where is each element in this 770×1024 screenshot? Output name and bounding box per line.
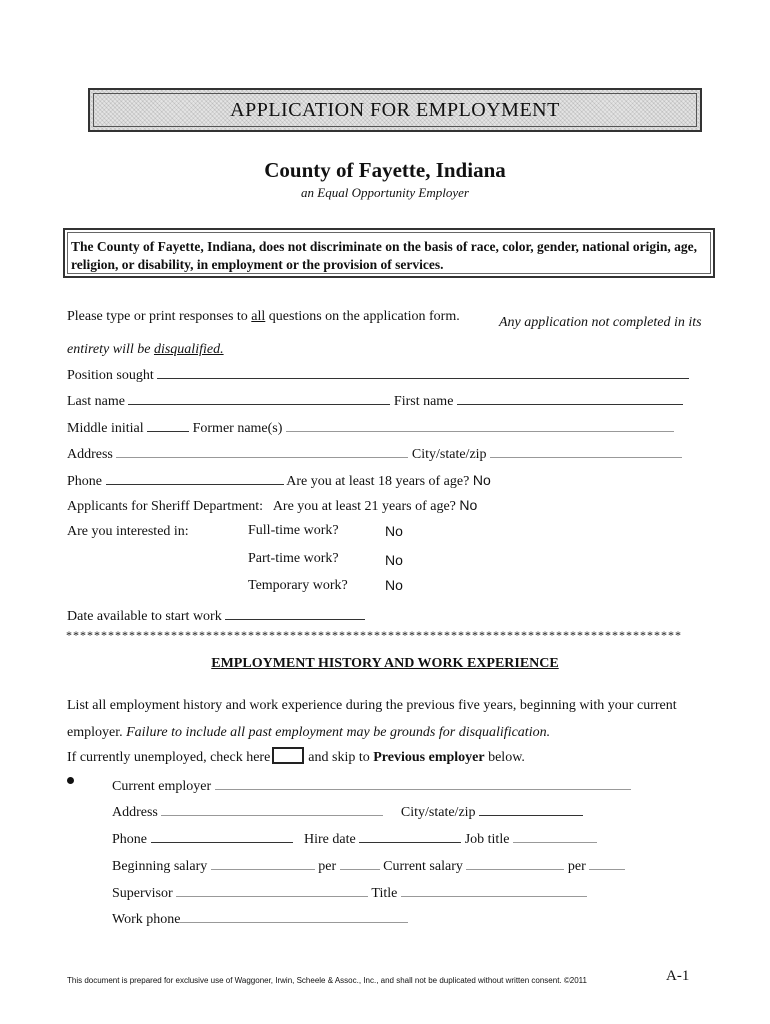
parttime-question: Part-time work? <box>248 551 339 566</box>
current-salary-per-label: per <box>567 859 586 874</box>
equal-opportunity-tagline: an Equal Opportunity Employer <box>301 185 469 200</box>
fulltime-answer[interactable]: No <box>385 523 403 539</box>
employment-intro-italic: Failure to include all past employment may be grounds for disqualification. <box>126 725 551 740</box>
title-banner <box>88 88 702 132</box>
name-row <box>67 390 683 410</box>
current-salary-per-input[interactable] <box>589 855 625 870</box>
instructions-part1: Please type or print responses to <box>67 309 252 324</box>
hire-date-input[interactable] <box>359 828 461 843</box>
section-separator: **************************************************************************************** <box>66 628 682 642</box>
unemployed-label: If currently unemployed, check here <box>67 750 271 765</box>
date-available-row <box>67 605 365 625</box>
county-name: County of Fayette, Indiana <box>264 158 506 182</box>
temporary-answer[interactable]: No <box>385 577 403 593</box>
supervisor-title-label: Title <box>371 886 398 901</box>
city-state-zip-input[interactable] <box>490 443 682 458</box>
age21-answer[interactable]: No <box>459 497 478 513</box>
current-employer-row <box>112 775 631 795</box>
employer-phone-label: Phone <box>112 832 147 847</box>
position-sought-label: Position sought <box>67 368 154 383</box>
parttime-answer[interactable]: No <box>385 552 403 568</box>
temporary-question: Temporary work? <box>248 578 348 593</box>
work-phone-row <box>112 908 408 928</box>
instructions-italic: Any application not completed in its entirety will be <box>67 315 702 357</box>
employer-city-state-zip-input[interactable] <box>479 801 583 816</box>
instructions-part2: questions on the application form. <box>265 309 460 324</box>
sheriff-row <box>67 497 477 515</box>
instructions-disqualified: disqualified. <box>153 342 224 357</box>
former-names-input[interactable] <box>286 417 674 432</box>
middle-initial-label: Middle initial <box>67 421 144 436</box>
job-title-label: Job title <box>464 832 510 847</box>
hire-date-label: Hire date <box>304 832 356 847</box>
supervisor-input[interactable] <box>176 882 368 897</box>
address-row <box>67 443 682 463</box>
page-number: A-1 <box>666 968 690 984</box>
form-title: APPLICATION FOR EMPLOYMENT <box>230 99 560 121</box>
supervisor-title-input[interactable] <box>401 882 587 897</box>
age21-question: Are you at least 21 years of age? <box>272 499 456 514</box>
interested-in-label: Are you interested in: <box>67 524 189 539</box>
employment-intro <box>67 692 703 746</box>
unemployed-checkbox[interactable] <box>272 747 304 764</box>
salary-row <box>112 855 625 875</box>
employment-intro-text: List all employment history and work experience during the previous five years, beginning with your current employer. <box>67 698 677 740</box>
employer-address-label: Address <box>112 805 158 820</box>
employer-address-input[interactable] <box>161 801 383 816</box>
sheriff-label: Applicants for Sheriff Department: <box>67 499 264 514</box>
phone-input[interactable] <box>106 470 284 485</box>
current-salary-label: Current salary <box>383 859 463 874</box>
skip-to-label: and skip to <box>308 750 374 765</box>
work-phone-label: Work phone <box>112 912 181 927</box>
position-sought-input[interactable] <box>157 364 689 379</box>
current-employer-input[interactable] <box>215 775 631 790</box>
date-available-label: Date available to start work <box>67 609 222 624</box>
employer-phone-row <box>112 828 597 848</box>
phone-age-row <box>67 470 491 490</box>
beginning-salary-input[interactable] <box>211 855 315 870</box>
job-title-input[interactable] <box>513 828 597 843</box>
last-name-input[interactable] <box>128 390 390 405</box>
first-name-input[interactable] <box>457 390 683 405</box>
employer-city-state-zip-label: City/state/zip <box>400 805 476 820</box>
middle-former-row <box>67 417 674 437</box>
beginning-salary-per-input[interactable] <box>340 855 380 870</box>
age18-question: Are you at least 18 years of age? <box>286 474 470 489</box>
beginning-salary-label: Beginning salary <box>112 859 208 874</box>
supervisor-row <box>112 882 587 902</box>
employment-history-heading: EMPLOYMENT HISTORY AND WORK EXPERIENCE <box>211 656 559 671</box>
middle-initial-input[interactable] <box>147 417 189 432</box>
last-name-label: Last name <box>67 394 125 409</box>
bullet-icon <box>67 777 74 784</box>
age18-answer[interactable]: No <box>472 472 491 488</box>
previous-employer-ref: Previous employer <box>373 750 485 765</box>
beginning-salary-per-label: per <box>318 859 337 874</box>
fulltime-question: Full-time work? <box>248 523 339 538</box>
address-input[interactable] <box>116 443 408 458</box>
position-sought-row <box>67 364 689 384</box>
phone-label: Phone <box>67 474 102 489</box>
first-name-label: First name <box>393 394 454 409</box>
address-label: Address <box>67 447 113 462</box>
instructions-italic-block <box>67 309 707 363</box>
supervisor-label: Supervisor <box>112 886 173 901</box>
city-state-zip-label: City/state/zip <box>411 447 487 462</box>
current-salary-input[interactable] <box>466 855 564 870</box>
below-label: below. <box>484 750 525 765</box>
notice-text: The County of Fayette, Indiana, does not discriminate on the basis of race, color, gender, national origin, age, religion, or disability, in employment or the provision of services. <box>71 239 698 272</box>
footer-disclaimer: This document is prepared for exclusive use of Waggoner, Irwin, Scheele & Assoc., Inc., and shall not be duplicated without written consent. ©2011 <box>67 976 587 985</box>
current-employer-label: Current employer <box>112 779 212 794</box>
non-discrimination-notice <box>63 228 715 278</box>
former-names-label: Former name(s) <box>192 421 283 436</box>
date-available-input[interactable] <box>225 605 365 620</box>
employer-phone-input[interactable] <box>151 828 293 843</box>
employer-address-row <box>112 801 583 821</box>
instructions-all: all <box>251 309 266 324</box>
work-phone-input[interactable] <box>180 908 408 923</box>
unemployed-row <box>67 747 525 766</box>
